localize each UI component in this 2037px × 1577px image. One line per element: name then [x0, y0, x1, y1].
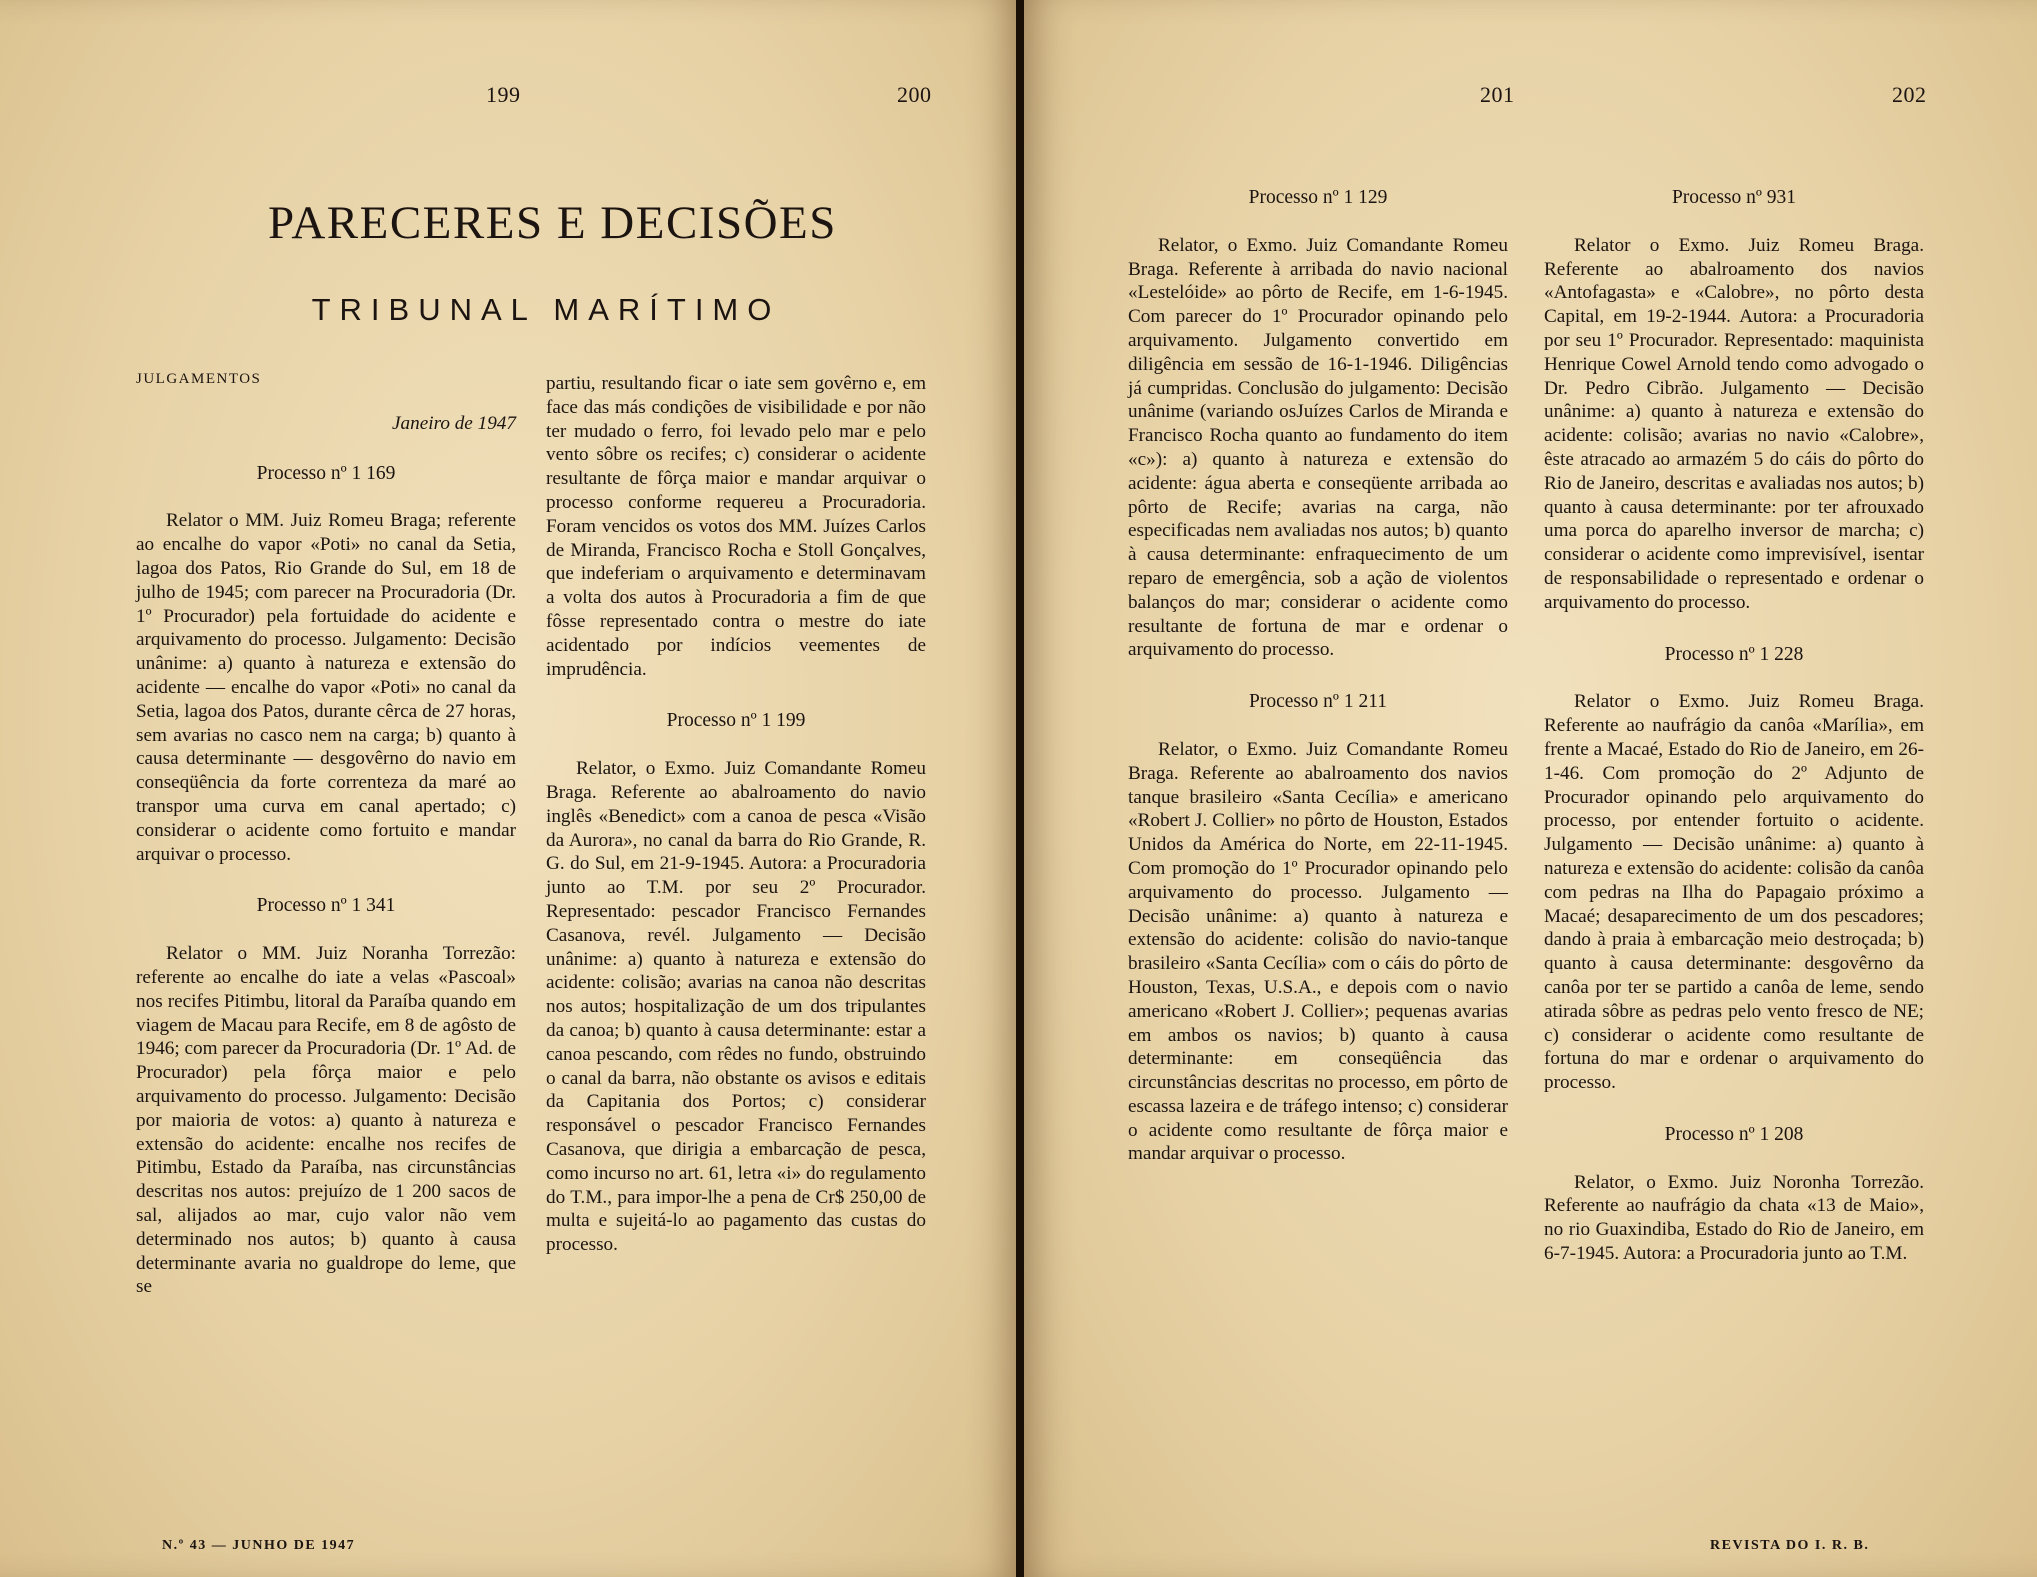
section-subtitle: TRIBUNAL MARÍTIMO — [311, 292, 781, 327]
case-text-1228: Relator o Exmo. Juiz Romeu Braga. Referente ao naufrágio da canôa «Marília», em frente a Macaé, Estado do Rio de Janeiro, em 26-1-46. Com promoção do 2º Adjunto de Procurador opinando pelo arquivamento do processo, por entender fortuito o acidente. Julgamento — Decisão unânime: a) quanto à natureza e extensão do acidente: colisão da canôa com pedras na Ilha do Papagaio próximo a Macaé; desaparecimento de um dos pescadores; dando à praia à embarcação meio destroçada; b) quanto à causa determinante: desgovêrno da canôa por ter se partido a canôa de leme, sendo atirada sôbre as pedras pelo vento fresco de NE; c) considerar o acidente como resultante de fortuna do mar e ordenar o arquivamento do processo. — [1544, 691, 1924, 1094]
case-heading-1341: Processo nº 1 341 — [256, 895, 396, 917]
page-number-200: 200 — [897, 82, 932, 107]
left-page — [0, 0, 1018, 1577]
case-heading-1169: Processo nº 1 169 — [256, 462, 396, 484]
case-heading-1129: Processo nº 1 129 — [1248, 187, 1388, 208]
case-text-1199: Relator, o Exmo. Juiz Comandante Romeu Braga. Referente ao abalroamento do navio inglês «Benedict» com a canoa de pesca «Visão da Aurora», no canal da barra do Rio Grande, R. G. do Sul, em 21-9-1945. Autora: a Procuradoria junto ao T.M. por seu 2º Procurador. Representado: pescador Francisco Fernandes Casanova, revél. Julgamento — Decisão unânime: a) quanto à natureza e extensão do acidente: colisão; avarias na canoa não descritas nos autos; hospitalização de um dos tripulantes da canoa; b) quanto à causa determinante: estar a canoa pescando, com rêdes no fundo, obstruindo o canal da barra, não obstante os avisos e editais da Capitania dos Portos; c) considerar responsável o pescador Francisco Fernandes Casanova, que dirigia a embarcação de pesca, como incurso no art. 61, letra «i» do regulamento do T.M., para impor-lhe a pena de Cr$ 250,00 de multa e sujeitá-lo ao pagamento das custas do processo. — [546, 758, 926, 1256]
page-number-201: 201 — [1480, 82, 1515, 107]
footer-issue: N.º 43 — JUNHO DE 1947 — [162, 1538, 356, 1553]
case-heading-1208: Processo nº 1 208 — [1664, 1123, 1804, 1145]
page-number-202: 202 — [1892, 82, 1927, 107]
column-4 — [1544, 186, 1924, 1266]
case-heading-931: Processo nº 931 — [1671, 187, 1797, 208]
case-text-1211: Relator, o Exmo. Juiz Comandante Romeu Braga. Referente ao abalroamento dos navios tanque brasileiro «Santa Cecília» e americano «Robert J. Collier» no pôrto de Houston, Estados Unidos da América do Norte, em 22-11-1945. Com promoção do 1º Procurador opinando pelo arquivamento do processo. Julgamento — Decisão unânime: a) quanto à natureza e extensão do acidente: colisão do navio-tanque brasileiro «Santa Cecília» com o cáis do pôrto de Houston, Texas, U.S.A., e depois com o navio americano «Robert J. Collier»; pequenas avarias em ambos os navios; b) quanto à causa determinante: em conseqüência das circunstâncias descritas no processo, em pôrto de escassa lazeira e de tráfego intenso; c) considerar o acidente como resultante de fôrça maior e mandar arquivar o processo. — [1128, 738, 1508, 1165]
case-text-1169: Relator o MM. Juiz Romeu Braga; referente ao encalhe do vapor «Poti» no canal da Setia, lagoa dos Patos, Rio Grande do Sul, em 18 de julho de 1945; com parecer na Procuradoria (Dr. 1º Procurador) pela fortuidade do acidente e arquivamento do processo. Julgamento: Decisão unânime: a) quanto à natureza e extensão do acidente — encalhe do vapor «Poti» no canal da Setia, lagoa dos Patos, durante cêrca de 27 horas, sem avarias no casco nem na carga; b) quanto à causa determinante — desgovêrno do navio em conseqüência da forte correnteza da maré ao transpor uma curva em canal apertado; c) considerar o acidente como fortuito e mandar arquivar o processo. — [136, 510, 516, 865]
page-number-199: 199 — [486, 82, 521, 107]
case-heading-1211: Processo nº 1 211 — [1248, 691, 1388, 713]
column-3 — [1128, 186, 1508, 1166]
case-heading-1199: Processo nº 1 199 — [666, 710, 806, 732]
column-1 — [136, 368, 516, 1299]
case-heading-1228: Processo nº 1 228 — [1664, 643, 1804, 665]
footer-publication: REVISTA DO I. R. B. — [1710, 1538, 1870, 1553]
section-label: JULGAMENTOS — [136, 371, 262, 387]
case-text-1341-continued: partiu, resultando ficar o iate sem govêrno e, em face das más condições de visibilidade e por não ter mudado o ferro, foi levado pelo mar e pelo vento sôbre os recifes; c) considerar o acidente resultante de fôrça maior e mandar arquivar o processo conforme requereu a Procuradoria. Foram vencidos os votos dos MM. Juízes Carlos de Miranda, Francisco Rocha e Stoll Gonçalves, que indeferiam o arquivamento e determinavam a volta dos autos à Procuradoria a fim de que fôsse representado contra o mestre do iate acidentado por indícios veementes de imprudência. — [546, 373, 926, 680]
case-text-931: Relator o Exmo. Juiz Romeu Braga. Referente ao abalroamento dos navios «Antofagasta» e «Calobre», no pôrto desta Capital, em 19-2-1944. Autora: a Procuradoria por seu 1º Procurador. Representado: maquinista Henrique Cowel Arnold tendo como advogado o Dr. Pedro Cibrão. Julgamento — Decisão unânime: a) quanto à natureza e extensão do acidente: colisão; avarias no navio «Calobre», êste atracado ao armazém 5 do cáis do pôrto do Rio de Janeiro, descritas e avaliadas nos autos; b) quanto à causa determinante: por ter afrouxado uma porca do aparelho inversor de marcha; c) considerar o acidente como imprevisível, isentar de responsabilidade o representado e ordenar o arquivamento do processo. — [1544, 234, 1924, 613]
case-text-1341: Relator o MM. Juiz Noranha Torrezão: referente ao encalhe do iate a velas «Pascoal» nos recifes Pitimbu, litoral da Paraíba quando em viagem de Macau para Recife, em 8 de agôsto de 1946; com parecer da Procuradoria (Dr. 1º Ad. de Procurador) pela fôrça maior e pelo arquivamento do processo. Julgamento: Decisão por maioria de votos: a) quanto à natureza e extensão do acidente: encalhe nos recifes de Pitimbu, Estado da Paraíba, nas circunstâncias descritas nos autos: prejuízo de 1 200 sacos de sal, alijados ao mar, cujo valor não vem determinado nos autos; b) quanto à causa determinante avaria no gualdrope do leme, que se — [136, 943, 516, 1298]
column-2 — [546, 372, 926, 1257]
case-text-1129: Relator, o Exmo. Juiz Comandante Romeu Braga. Referente à arribada do navio nacional «Lestelóide» ao pôrto de Recife, em 1-6-1945. Com parecer do 1º Procurador opinando pelo arquivamento. Julgamento convertido em diligência em sessão de 16-1-1946. Diligências já cumpridas. Conclusão do julgamento: Decisão unânime (variando osJuízes Carlos de Miranda e Francisco Rocha quanto ao fundamento do item «c»): a) quanto à natureza e extensão do acidente: água aberta e conseqüente arribada ao pôrto de Recife; avarias na carga, não especificadas nem avaliadas nos autos; b) quanto à causa determinante: enfraquecimento de um reparo de emergência, sob a ação de violentos balanços do mar; considerar o acidente como resultante de fortuna de mar e ordenar o arquivamento do processo. — [1128, 234, 1508, 661]
session-date: Janeiro de 1947 — [392, 412, 516, 434]
section-title: PARECERES E DECISÕES — [268, 197, 837, 249]
right-page — [1024, 0, 2037, 1577]
case-text-1208: Relator, o Exmo. Juiz Noronha Torrezão. Referente ao naufrágio da chata «13 de Maio», no rio Guaxindiba, Estado do Rio de Janeiro, em 6-7-1945. Autora: a Procuradoria junto ao T.M. — [1544, 1171, 1924, 1265]
